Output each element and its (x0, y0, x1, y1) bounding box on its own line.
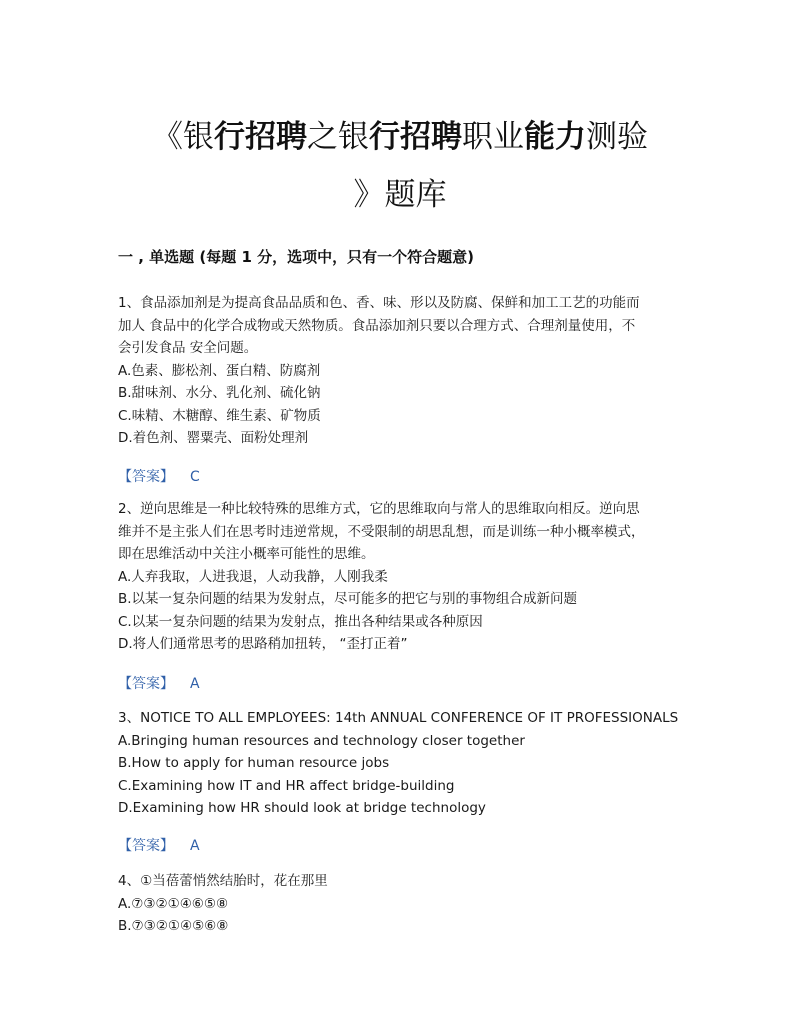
answer-value: C (190, 469, 200, 485)
answer-1 (118, 466, 200, 486)
question-stem-line: 会引发食品 安全问题。 (118, 340, 258, 356)
answer-value: A (190, 676, 200, 692)
answer-label: 【答案】 (118, 838, 174, 854)
option-c: C.以某一复杂问题的结果为发射点，推出各种结果或各种原因 (118, 613, 483, 630)
question-stem-line: 4、①当蓓蕾悄然结胎时，花在那里 (118, 873, 328, 889)
question-stem-line: 加人 食品中的化学合成物或天然物质。食品添加剂只要以合理方式、合理剂量使用，不 (118, 317, 636, 334)
option-a: A.人弃我取，人进我退，人动我静，人刚我柔 (118, 568, 388, 585)
answer-value: A (190, 838, 200, 854)
title-line-1: 《银行招聘之银行招聘职业能力测验 (152, 119, 648, 155)
question-3 (118, 707, 684, 820)
answer-2 (118, 673, 200, 693)
question-2 (118, 498, 684, 656)
option-c: C.Examining how IT and HR affect bridge-building (118, 777, 455, 794)
option-b: B.以某一复杂问题的结果为发射点，尽可能多的把它与别的事物组合成新问题 (118, 591, 578, 607)
question-stem-line: 即在思维活动中关注小概率可能性的思维。 (118, 546, 375, 562)
option-a: A.色素、膨松剂、蛋白精、防腐剂 (118, 362, 321, 379)
option-b: B.How to apply for human resource jobs (118, 755, 390, 771)
question-1 (118, 292, 684, 450)
question-stem-line: 1、食品添加剂是为提高食品品质和色、香、味、形以及防腐、保鲜和加工工艺的功能而 (118, 295, 640, 311)
document-title (100, 108, 700, 224)
option-b: B.甜味剂、水分、乳化剂、硫化钠 (118, 385, 321, 401)
option-c: C.味精、木糖醇、维生素、矿物质 (118, 407, 321, 424)
question-4 (118, 870, 684, 938)
answer-label: 【答案】 (118, 676, 174, 692)
question-stem-line: 3、NOTICE TO ALL EMPLOYEES: 14th ANNUAL CONFERENCE OF IT PROFESSIONALS (118, 710, 679, 726)
option-d: D.着色剂、罂粟壳、面粉处理剂 (118, 430, 309, 446)
option-a: A.Bringing human resources and technology closer together (118, 732, 525, 749)
question-stem-line: 维并不是主张人们在思考时违逆常规，不受限制的胡思乱想，而是训练一种小概率模式， (118, 523, 645, 540)
section-heading: 一 , 单选题 (每题 1 分，选项中，只有一个符合题意) (118, 248, 474, 266)
option-d: D.将人们通常思考的思路稍加扭转， “歪打正着” (118, 636, 408, 652)
option-d: D.Examining how HR should look at bridge technology (118, 800, 486, 816)
title-line-2: 》题库 (353, 177, 447, 213)
question-stem-line: 2、逆向思维是一种比较特殊的思维方式，它的思维取向与常人的思维取向相反。逆向思 (118, 501, 640, 517)
answer-3 (118, 835, 200, 855)
option-a: A.⑦③②①④⑥⑤⑧ (118, 895, 229, 912)
answer-label: 【答案】 (118, 469, 174, 485)
option-b: B.⑦③②①④⑤⑥⑧ (118, 918, 229, 934)
